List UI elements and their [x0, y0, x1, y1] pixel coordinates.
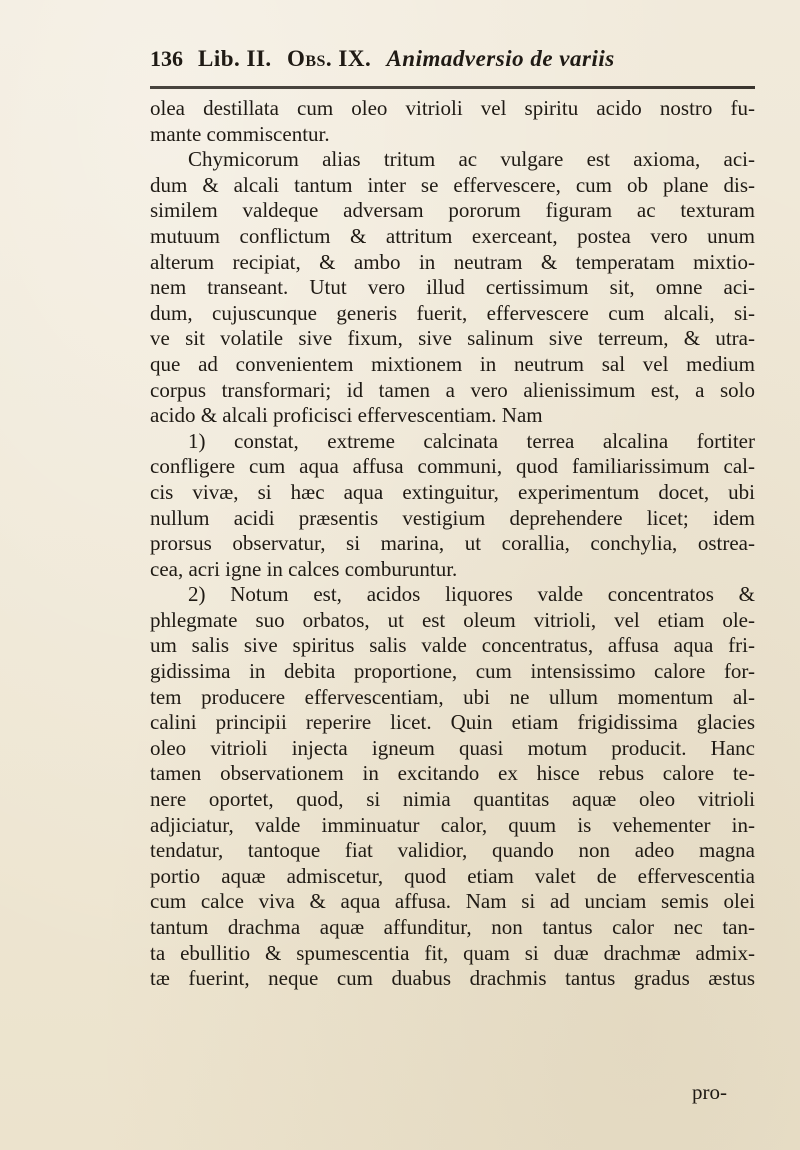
text-line: dum & alcali tantum inter se effervescere, cum ob plane dis- — [150, 172, 755, 197]
page-number: 136 — [150, 46, 183, 71]
text-line: mante commiscentur. — [150, 121, 330, 146]
text-line: alterum recipiat, & ambo in neutram & temperatam mixtio- — [150, 249, 755, 274]
running-header — [150, 46, 750, 86]
text-line: nere oportet, quod, si nimia quantitas aquæ oleo vitrioli — [150, 787, 755, 812]
text-line: dum, cujuscunque generis fuerit, effervescere cum alcali, si- — [150, 300, 755, 325]
text-line: portio aquæ admiscetur, quod etiam valet de effervescentia — [150, 863, 755, 888]
text-line: nullum acidi præsentis vestigium deprehendere licet; idem — [150, 505, 755, 530]
text-line: calini principii reperire licet. Quin etiam frigidissima glacies — [150, 710, 755, 735]
running-title — [198, 46, 615, 72]
text-line: tamen observationem in excitando ex hisce rebus calore te- — [150, 761, 755, 786]
text-line: confligere cum aqua affusa communi, quod familiarissimum cal- — [150, 454, 755, 479]
text-line: tæ fuerint, neque cum duabus drachmis tantus gradus æstus — [150, 966, 755, 991]
header-rule — [150, 86, 755, 89]
text-line: 1) constat, extreme calcinata terrea alcalina fortiter — [188, 428, 755, 453]
text-line: que ad convenientem mixtionem in neutrum sal vel medium — [150, 351, 755, 376]
text-line: similem valdeque adversam pororum figuram ac texturam — [150, 198, 755, 223]
text-line: phlegmate suo orbatos, ut est oleum vitrioli, vel etiam ole- — [150, 607, 755, 632]
text-line: Chymicorum alias tritum ac vulgare est axioma, aci- — [188, 147, 755, 172]
text-line: acido & alcali proficisci effervescentiam. Nam — [150, 403, 543, 428]
text-line: corpus transformari; id tamen a vero alienissimum est, a solo — [150, 377, 755, 402]
text-line: tantum drachma aquæ affunditur, non tantus calor nec tan- — [150, 915, 755, 939]
text-line: prorsus observatur, si marina, ut corallia, conchylia, ostrea- — [150, 531, 755, 556]
text-line: ve sit volatile sive fixum, sive salinum sive terreum, & utra- — [150, 326, 755, 351]
catchword: pro- — [692, 1080, 727, 1104]
body-text — [150, 96, 755, 992]
text-line: cis vivæ, si hæc aqua extinguitur, experimentum docet, ubi — [150, 479, 755, 504]
text-line: nem transeant. Utut vero illud certissimum sit, omne aci- — [150, 275, 755, 300]
section-title: Animadversio de variis — [386, 46, 615, 71]
text-line: tem producere effervescentiam, ubi ne ullum momentum al- — [150, 684, 755, 709]
text-line: olea destillata cum oleo vitrioli vel spiritu acido nostro fu- — [150, 96, 755, 120]
text-line: 2) Notum est, acidos liquores valde concentratos & — [188, 582, 755, 607]
book-number: Lib. II. — [198, 46, 272, 71]
text-line: adjiciatur, valde imminuatur calor, quum is vehementer in- — [150, 812, 755, 837]
text-line: ta ebullitio & spumescentia fit, quam si duæ drachmæ admix- — [150, 940, 755, 965]
text-line: cum calce viva & aqua affusa. Nam si ad unciam semis olei — [150, 889, 755, 914]
text-line: cea, acri igne in calces comburuntur. — [150, 556, 458, 581]
observation-number: Obs. IX. — [286, 46, 372, 71]
text-line: oleo vitrioli injecta igneum quasi motum producit. Hanc — [150, 735, 755, 760]
text-line: tendatur, tantoque fiat validior, quando non adeo magna — [150, 838, 755, 863]
text-line: um salis sive spiritus salis valde concentratus, affusa aqua fri- — [150, 633, 755, 658]
text-line: mutuum conflictum & attritum exerceant, postea vero unum — [150, 223, 755, 248]
text-line: gidissima in debita proportione, cum intensissimo calore for- — [150, 659, 755, 684]
